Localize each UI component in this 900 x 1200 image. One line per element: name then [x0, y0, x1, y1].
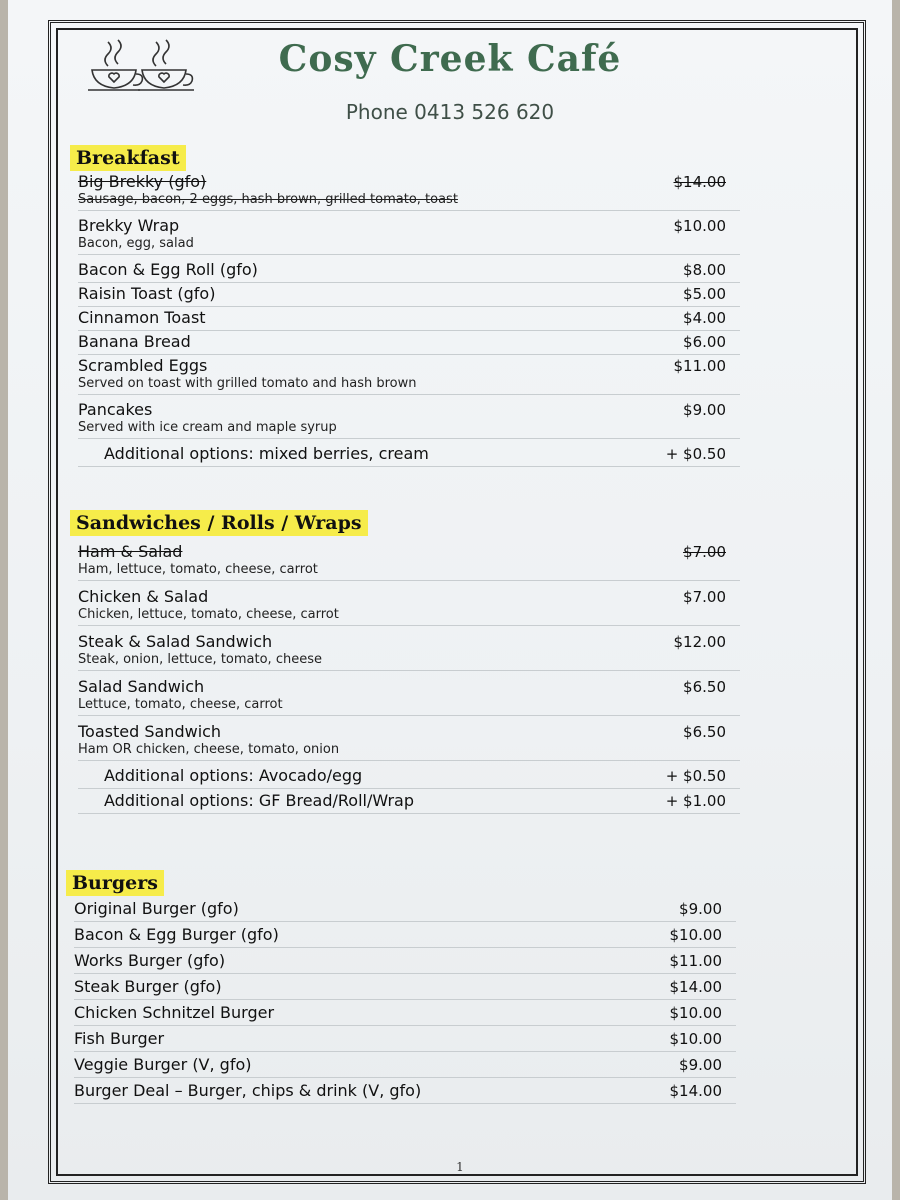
item-description: Steak, onion, lettuce, tomato, cheese: [78, 652, 322, 667]
item-price: $11.00: [669, 952, 722, 970]
item-name: Original Burger (gfo): [74, 899, 239, 918]
item-name: Salad Sandwich: [78, 677, 205, 696]
item-name: Works Burger (gfo): [74, 951, 226, 970]
item-price: $7.00: [683, 543, 726, 561]
menu-item: [74, 1003, 736, 1026]
item-price: $14.00: [669, 1082, 722, 1100]
item-price: $6.50: [683, 723, 726, 741]
item-price: $9.00: [683, 401, 726, 419]
section-heading-burgers: Burgers: [66, 870, 164, 896]
item-name: Big Brekky (gfo): [78, 172, 207, 191]
item-name: Bacon & Egg Burger (gfo): [74, 925, 279, 944]
item-price: $7.00: [683, 588, 726, 606]
item-description: Served on toast with grilled tomato and hash brown: [78, 376, 417, 391]
item-price: $6.00: [683, 333, 726, 351]
item-description: Lettuce, tomato, cheese, carrot: [78, 697, 283, 712]
item-description: Served with ice cream and maple syrup: [78, 420, 337, 435]
menu-item: [78, 308, 740, 331]
menu-item: [78, 216, 740, 255]
item-name: Brekky Wrap: [78, 216, 180, 235]
menu-item: [74, 1029, 736, 1052]
item-description: Bacon, egg, salad: [78, 236, 194, 251]
item-name: Fish Burger: [74, 1029, 165, 1048]
menu-item: [74, 977, 736, 1000]
item-price: $9.00: [679, 900, 722, 918]
item-price: $5.00: [683, 285, 726, 303]
item-name: Raisin Toast (gfo): [78, 284, 216, 303]
item-price: $10.00: [669, 926, 722, 944]
menu-item: [78, 677, 740, 716]
menu-item: [78, 332, 740, 355]
menu-item: [78, 356, 740, 395]
item-price: $11.00: [673, 357, 726, 375]
coffee-cups-icon: [86, 36, 196, 96]
phone-number: Phone 0413 526 620: [345, 100, 555, 124]
item-name: Additional options: GF Bread/Roll/Wrap: [104, 791, 415, 810]
item-price: + $1.00: [665, 792, 726, 810]
menu-item: [74, 925, 736, 948]
item-name: Additional options: Avocado/egg: [104, 766, 363, 785]
item-price: $9.00: [679, 1056, 722, 1074]
item-description: Ham OR chicken, cheese, tomato, onion: [78, 742, 340, 757]
menu-item-option: [78, 766, 740, 789]
item-price: $14.00: [673, 173, 726, 191]
menu-item: [78, 542, 740, 581]
menu-item: [78, 284, 740, 307]
item-name: Pancakes: [78, 400, 153, 419]
menu-item: [78, 722, 740, 761]
menu-item: [78, 260, 740, 283]
item-name: Cinnamon Toast: [78, 308, 206, 327]
item-name: Chicken Schnitzel Burger: [74, 1003, 275, 1022]
item-name: Scrambled Eggs: [78, 356, 208, 375]
menu-item: [78, 400, 740, 439]
item-name: Bacon & Egg Roll (gfo): [78, 260, 258, 279]
menu-item: [78, 172, 740, 211]
item-name: Banana Bread: [78, 332, 191, 351]
item-name: Steak Burger (gfo): [74, 977, 222, 996]
menu-item-option: [78, 791, 740, 814]
item-price: $14.00: [669, 978, 722, 996]
item-price: $4.00: [683, 309, 726, 327]
item-price: $10.00: [673, 217, 726, 235]
menu-item-option: [78, 444, 740, 467]
item-price: $12.00: [673, 633, 726, 651]
menu-item: [74, 1081, 736, 1104]
item-price: $10.00: [669, 1030, 722, 1048]
item-name: Ham & Salad: [78, 542, 183, 561]
item-price: $6.50: [683, 678, 726, 696]
menu-item: [78, 632, 740, 671]
item-description: Sausage, bacon, 2 eggs, hash brown, grilled tomato, toast: [78, 192, 458, 207]
cafe-title: Cosy Creek Café: [278, 38, 622, 80]
section-heading-sandwiches: Sandwiches / Rolls / Wraps: [70, 510, 368, 536]
menu-item: [74, 1055, 736, 1078]
item-name: Additional options: mixed berries, cream: [104, 444, 429, 463]
item-description: Chicken, lettuce, tomato, cheese, carrot: [78, 607, 339, 622]
item-price: $10.00: [669, 1004, 722, 1022]
item-name: Steak & Salad Sandwich: [78, 632, 273, 651]
item-price: $8.00: [683, 261, 726, 279]
item-name: Veggie Burger (V, gfo): [74, 1055, 252, 1074]
menu-item: [74, 951, 736, 974]
item-price: + $0.50: [665, 445, 726, 463]
item-name: Burger Deal – Burger, chips & drink (V, gfo): [74, 1081, 422, 1100]
menu-item: [74, 899, 736, 922]
page-number: 1: [456, 1160, 464, 1174]
section-heading-breakfast: Breakfast: [70, 145, 186, 171]
item-name: Toasted Sandwich: [78, 722, 222, 741]
item-price: + $0.50: [665, 767, 726, 785]
menu-item: [78, 587, 740, 626]
item-name: Chicken & Salad: [78, 587, 209, 606]
item-description: Ham, lettuce, tomato, cheese, carrot: [78, 562, 318, 577]
